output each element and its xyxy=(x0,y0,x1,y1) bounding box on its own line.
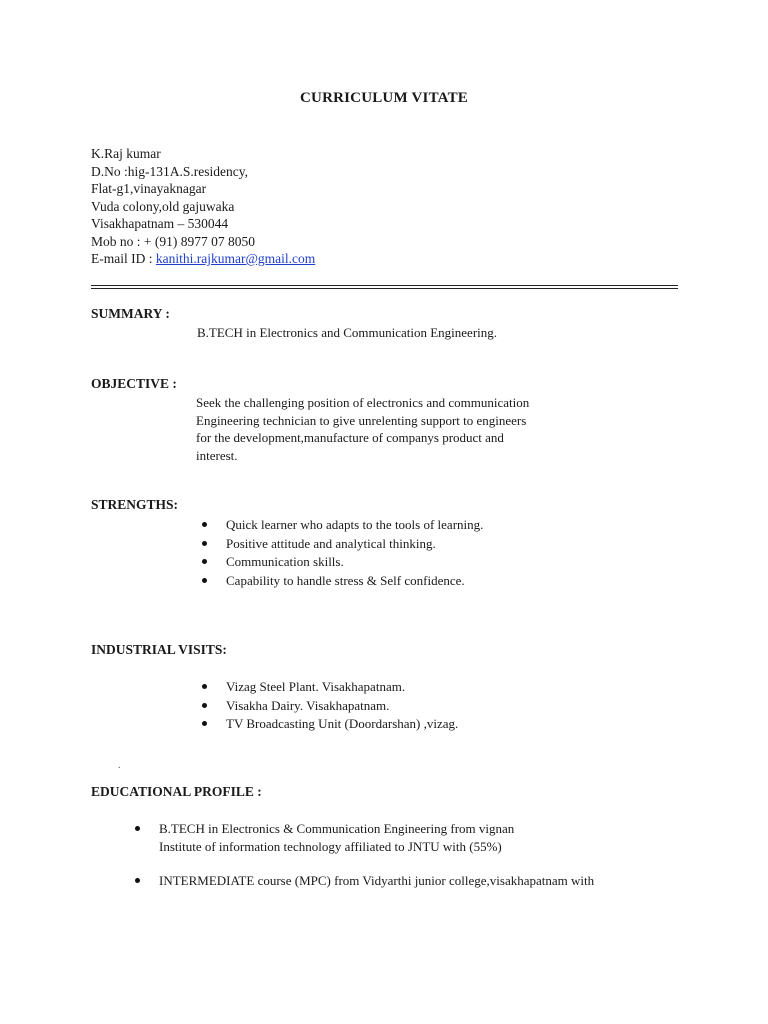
visit-text: Vizag Steel Plant. Visakhapatnam. xyxy=(226,679,406,694)
objective-line: Seek the challenging position of electronics and communication xyxy=(196,395,530,410)
list-item xyxy=(226,572,483,591)
bullet-icon xyxy=(202,703,207,708)
contact-block xyxy=(91,145,315,268)
address-line: D.No :hig-131A.S.residency, xyxy=(91,163,248,179)
industrial-visits-list xyxy=(226,678,458,734)
list-item xyxy=(226,678,458,697)
strength-text: Communication skills. xyxy=(226,554,344,570)
bullet-icon xyxy=(202,559,207,564)
visit-text: TV Broadcasting Unit (Doordarshan) ,vizag. xyxy=(226,716,459,731)
education-heading: EDUCATIONAL PROFILE : xyxy=(91,784,262,799)
objective-heading: OBJECTIVE : xyxy=(91,376,177,391)
address-line: Flat-g1,vinayaknagar xyxy=(91,181,207,196)
contact-name: K.Raj kumar xyxy=(91,146,161,161)
strength-text: Capability to handle stress & Self confidence. xyxy=(226,573,465,589)
phone-line: Mob no : + (91) 8977 07 8050 xyxy=(91,233,255,249)
email-line xyxy=(91,250,315,268)
list-item xyxy=(226,697,458,716)
list-item xyxy=(159,872,594,890)
bullet-icon xyxy=(202,684,207,689)
industrial-visits-heading: INDUSTRIAL VISITS: xyxy=(91,642,227,657)
visit-text: Visakha Dairy. Visakhapatnam. xyxy=(226,697,390,713)
objective-line: interest. xyxy=(196,447,238,463)
strength-text: Quick learner who adapts to the tools of learning. xyxy=(226,517,484,532)
bullet-icon xyxy=(202,721,207,726)
divider-line xyxy=(91,285,678,286)
summary-text xyxy=(197,324,497,342)
summary-heading: SUMMARY : xyxy=(91,306,170,321)
education-list xyxy=(159,820,594,890)
list-item xyxy=(226,553,483,572)
objective-line: for the development,manufacture of companys product and xyxy=(196,430,504,445)
email-label: E-mail ID : xyxy=(91,251,153,266)
email-link[interactable]: kanithi.rajkumar@gmail.com xyxy=(155,251,316,266)
address-line: Visakhapatnam – 530044 xyxy=(91,216,229,231)
bullet-icon xyxy=(135,826,140,831)
summary-line: B.TECH in Electronics and Communication Engineering. xyxy=(197,325,498,340)
list-item xyxy=(226,535,483,554)
strengths-heading: STRENGTHS: xyxy=(91,497,179,512)
education-text: Institute of information technology affiliated to JNTU with (55%) xyxy=(159,838,502,854)
objective-line: Engineering technician to give unrelenting support to engineers xyxy=(196,412,527,428)
address-line: Vuda colony,old gajuwaka xyxy=(91,198,235,214)
stray-mark: . xyxy=(118,760,121,771)
strength-text: Positive attitude and analytical thinking. xyxy=(226,535,436,551)
education-text: B.TECH in Electronics & Communication Engineering from vignan xyxy=(159,821,515,836)
bullet-icon xyxy=(202,541,207,546)
bullet-icon xyxy=(202,578,207,583)
document-title: CURRICULUM VITATE xyxy=(300,90,468,106)
list-item xyxy=(226,715,458,734)
bullet-icon xyxy=(135,878,140,883)
objective-text xyxy=(196,394,529,464)
list-item xyxy=(159,820,594,855)
bullet-icon xyxy=(202,522,207,527)
strengths-list xyxy=(226,516,483,591)
divider-line xyxy=(91,288,678,289)
education-text: INTERMEDIATE course (MPC) from Vidyarthi junior college,visakhapatnam with xyxy=(159,873,595,888)
list-item xyxy=(226,516,483,535)
